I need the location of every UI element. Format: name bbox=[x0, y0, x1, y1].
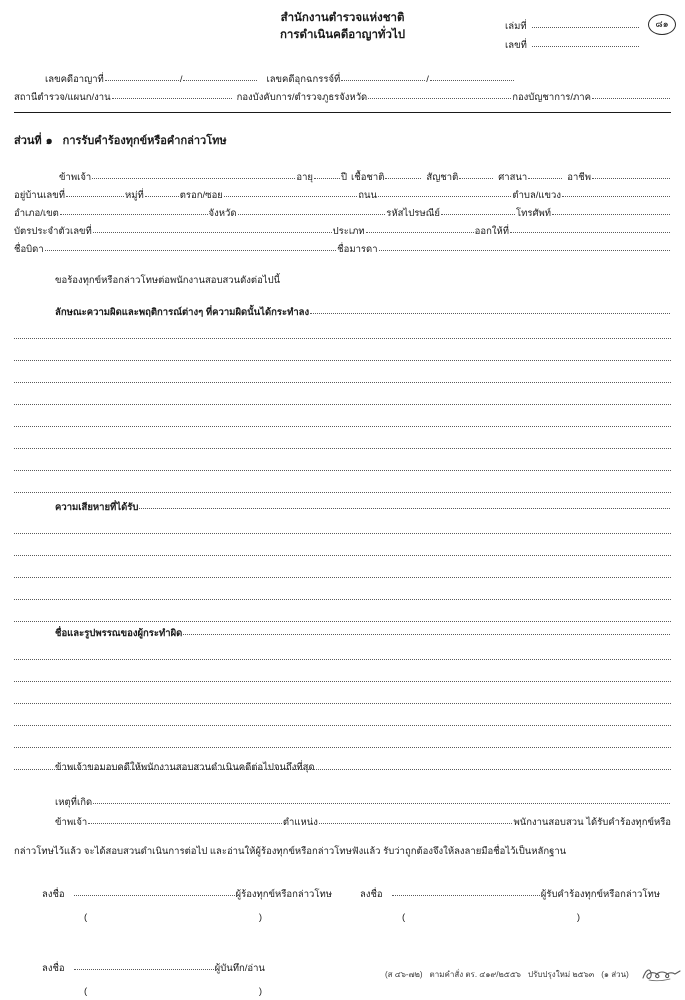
urgent-no-separator: / bbox=[426, 73, 429, 85]
offence-description-block bbox=[14, 296, 671, 493]
investigator-tail-label: พนักงานสอบสวน ได้รับคำร้องทุกข์หรือ bbox=[513, 816, 672, 828]
name-input[interactable] bbox=[92, 178, 295, 179]
mother-name-label: ชื่อมารดา bbox=[337, 243, 378, 255]
signature-row-complainant bbox=[42, 881, 332, 899]
number-row bbox=[505, 31, 640, 50]
officer-row bbox=[14, 807, 671, 827]
case-number-block bbox=[0, 66, 685, 102]
sign-label-receiver: ลงชื่อ bbox=[360, 888, 383, 900]
division-input[interactable] bbox=[368, 98, 511, 99]
ethnicity-input[interactable] bbox=[385, 178, 421, 179]
id-type-input[interactable] bbox=[366, 232, 474, 233]
id-card-no-input[interactable] bbox=[93, 232, 332, 233]
subdistrict-input[interactable] bbox=[562, 196, 670, 197]
close-paren-receiver: ) bbox=[576, 912, 580, 923]
intro-statement: ขอร้องทุกข์หรือกล่าวโทษต่อพนักงานสอบสวนดังต่อไปนี้ bbox=[55, 275, 281, 286]
i-am-label: ข้าพเจ้า bbox=[59, 171, 92, 183]
command-label: กองบัญชาการ/ภาค bbox=[512, 91, 591, 103]
offence-input-line-1[interactable] bbox=[14, 317, 671, 339]
occupation-label: อาชีพ bbox=[567, 171, 591, 183]
road-input[interactable] bbox=[378, 196, 511, 197]
offence-input-line-4[interactable] bbox=[14, 383, 671, 405]
identity-row-parents bbox=[14, 236, 671, 254]
final-paragraph: กล่าวโทษไว้แล้ว จะได้สอบสวนดำเนินการต่อไป และอ่านให้ผู้ร้องทุกข์หรือกล่าวโทษฟังแล้ว รับว่าถูกต้องจึงให้ลงลายมือชื่อไว้เป็นหลักฐาน bbox=[14, 846, 567, 857]
religion-input[interactable] bbox=[528, 178, 562, 179]
father-name-input[interactable] bbox=[45, 250, 336, 251]
alley-label: ตรอก/ซอย bbox=[179, 189, 223, 201]
close-paren-recorder: ) bbox=[258, 986, 262, 997]
nationality-label: สัญชาติ bbox=[426, 171, 459, 183]
number-input[interactable] bbox=[532, 46, 639, 47]
signature-row-recorder bbox=[42, 955, 332, 973]
offender-description-block bbox=[14, 617, 671, 770]
subdistrict-label: ตำบล/แขวง bbox=[512, 189, 562, 201]
ethnicity-label: เชื้อชาติ bbox=[351, 171, 385, 183]
form-footer bbox=[385, 966, 682, 983]
urgent-no-input[interactable] bbox=[341, 80, 425, 81]
form-badge bbox=[648, 14, 676, 35]
volume-label: เล่มที่ bbox=[505, 20, 527, 32]
handwritten-signature-stamp bbox=[640, 966, 682, 983]
identity-row-address bbox=[14, 182, 671, 200]
issued-at-label: ออกให้ที่ bbox=[474, 225, 509, 237]
offender-input-line-0[interactable] bbox=[183, 634, 670, 635]
footer-parts: (๑ ส่วน) bbox=[601, 969, 629, 979]
sign-label-recorder: ลงชื่อ bbox=[42, 962, 65, 974]
issued-at-input[interactable] bbox=[510, 232, 670, 233]
signature-row-receiver bbox=[360, 881, 660, 899]
printed-name-receiver bbox=[360, 913, 592, 923]
case-year-input[interactable] bbox=[183, 80, 257, 81]
receiving-officer-block bbox=[14, 787, 671, 827]
officer-i-am-label: ข้าพเจ้า bbox=[55, 816, 88, 828]
volume-row bbox=[505, 12, 640, 31]
open-paren-recorder: ( bbox=[84, 986, 88, 997]
entrust-statement: ข้าพเจ้าขอมอบคดีให้พนักงานสอบสวนดำเนินคดีต่อไปจนถึงที่สุด bbox=[55, 762, 315, 773]
case-number-row bbox=[0, 66, 685, 84]
signature-input-complainant[interactable] bbox=[74, 895, 235, 896]
signature-role-receiver: ผู้รับคำร้องทุกข์หรือกล่าวโทษ bbox=[540, 888, 660, 900]
offender-input-line-3[interactable] bbox=[14, 682, 671, 704]
province-label: จังหวัด bbox=[208, 207, 237, 219]
damage-heading: ความเสียหายที่ได้รับ bbox=[55, 501, 139, 513]
offence-heading-row bbox=[14, 296, 671, 317]
identity-row-district bbox=[14, 200, 671, 218]
case-no-separator: / bbox=[179, 73, 183, 85]
open-paren-complainant: ( bbox=[84, 912, 88, 923]
damage-block bbox=[14, 491, 671, 622]
footer-revision: ปรับปรุงใหม่ ๒๕๖๓ bbox=[527, 969, 595, 979]
offence-input-line-3[interactable] bbox=[14, 361, 671, 383]
urgent-no-label: เลขคดีอุกฉกรรจ์ที่ bbox=[266, 73, 341, 85]
age-label: อายุ bbox=[296, 171, 313, 183]
phone-label: โทรศัพท์ bbox=[515, 207, 552, 219]
signature-block-recorder bbox=[42, 955, 332, 997]
offence-input-line-7[interactable] bbox=[14, 449, 671, 471]
footer-order-ref: ตามคำสั่ง ตร. ๔๑๙/๒๕๕๖ bbox=[429, 969, 521, 979]
incident-place-input[interactable] bbox=[93, 803, 670, 804]
house-no-input[interactable] bbox=[66, 196, 124, 197]
command-input[interactable] bbox=[592, 98, 670, 99]
offence-input-line-8[interactable] bbox=[14, 471, 671, 493]
offender-input-line-1[interactable] bbox=[14, 638, 671, 660]
moo-label: หมู่ที่ bbox=[124, 189, 144, 201]
officer-position-input[interactable] bbox=[319, 823, 513, 824]
offence-input-line-0[interactable] bbox=[310, 313, 670, 314]
offender-input-line-5[interactable] bbox=[14, 726, 671, 748]
id-type-label: ประเภท bbox=[332, 225, 365, 237]
printed-name-recorder bbox=[42, 987, 274, 997]
damage-input-line-3[interactable] bbox=[14, 556, 671, 578]
form-badge-number: ๘๑ bbox=[655, 18, 669, 30]
sign-label-complainant: ลงชื่อ bbox=[42, 888, 65, 900]
occupation-input[interactable] bbox=[592, 178, 670, 179]
open-paren-receiver: ( bbox=[402, 912, 406, 923]
moo-input[interactable] bbox=[145, 196, 179, 197]
volume-number-block bbox=[505, 12, 640, 50]
case-no-label: เลขคดีอาญาที่ bbox=[45, 73, 104, 85]
district-input[interactable] bbox=[60, 214, 208, 215]
postcode-label: รหัสไปรษณีย์ bbox=[386, 207, 440, 219]
number-label: เลขที่ bbox=[505, 39, 527, 51]
signature-role-complainant: ผู้ร้องทุกข์หรือกล่าวโทษ bbox=[235, 888, 332, 900]
station-row bbox=[0, 84, 685, 102]
damage-heading-row bbox=[14, 491, 671, 512]
religion-label: ศาสนา bbox=[498, 171, 528, 183]
header-divider bbox=[14, 112, 671, 113]
district-label: อำเภอ/เขต bbox=[14, 207, 59, 219]
alley-input[interactable] bbox=[224, 196, 357, 197]
identity-row-name bbox=[14, 164, 671, 182]
id-card-no-label: บัตรประจำตัวเลขที่ bbox=[14, 225, 92, 237]
offender-heading-row bbox=[14, 617, 671, 638]
organization-name: สำนักงานตำรวจแห่งชาติ bbox=[280, 12, 405, 24]
house-no-label: อยู่บ้านเลขที่ bbox=[14, 189, 65, 201]
phone-input[interactable] bbox=[552, 214, 670, 215]
years-label: ปี bbox=[341, 171, 348, 183]
signature-block-receiver bbox=[360, 881, 660, 923]
province-input[interactable] bbox=[238, 214, 386, 215]
offender-input-line-2[interactable] bbox=[14, 660, 671, 682]
section-part-title: การรับคำร้องทุกข์หรือคำกล่าวโทษ bbox=[62, 135, 227, 147]
signature-role-recorder: ผู้บันทึก/อ่าน bbox=[214, 962, 265, 974]
nationality-input[interactable] bbox=[459, 178, 493, 179]
damage-input-line-4[interactable] bbox=[14, 578, 671, 600]
volume-input[interactable] bbox=[532, 27, 639, 28]
officer-position-label: ตำแหน่ง bbox=[282, 816, 318, 828]
offender-heading: ชื่อและรูปพรรณของผู้กระทำผิด bbox=[55, 627, 183, 639]
signature-input-recorder[interactable] bbox=[74, 969, 214, 970]
offence-heading: ลักษณะความผิดและพฤติการณ์ต่างๆ ที่ความผิดนั้นได้กระทำลง bbox=[55, 306, 310, 318]
case-no-input[interactable] bbox=[105, 80, 179, 81]
station-input[interactable] bbox=[112, 98, 232, 99]
offender-input-line-4[interactable] bbox=[14, 704, 671, 726]
damage-input-line-1[interactable] bbox=[14, 512, 671, 534]
printed-name-complainant bbox=[42, 913, 274, 923]
identity-row-idcard bbox=[14, 218, 671, 236]
offence-input-line-2[interactable] bbox=[14, 339, 671, 361]
mother-name-input[interactable] bbox=[379, 250, 670, 251]
offence-input-line-6[interactable] bbox=[14, 427, 671, 449]
station-label: สถานีตำรวจ/แผนก/งาน bbox=[14, 91, 111, 103]
incident-place-row bbox=[14, 787, 671, 807]
officer-name-input[interactable] bbox=[88, 823, 282, 824]
postcode-input[interactable] bbox=[441, 214, 515, 215]
road-label: ถนน bbox=[358, 189, 378, 201]
damage-input-line-0[interactable] bbox=[139, 508, 670, 509]
offence-input-line-5[interactable] bbox=[14, 405, 671, 427]
division-label: กองบังคับการ/ตำรวจภูธรจังหวัด bbox=[236, 91, 368, 103]
document-subtitle: การดำเนินคดีอาญาทั่วไป bbox=[279, 29, 406, 41]
complainant-identity-block bbox=[14, 164, 671, 254]
footer-form-code: (ส ๔๖-๗๒) bbox=[385, 969, 423, 979]
section-heading bbox=[14, 136, 227, 147]
urgent-year-input[interactable] bbox=[430, 80, 514, 81]
incident-place-label: เหตุที่เกิด bbox=[55, 796, 93, 808]
father-name-label: ชื่อบิดา bbox=[14, 243, 44, 255]
signature-input-receiver[interactable] bbox=[392, 895, 540, 896]
close-paren-complainant: ) bbox=[258, 912, 262, 923]
signature-block-complainant bbox=[42, 881, 332, 923]
age-input[interactable] bbox=[314, 178, 340, 179]
damage-input-line-2[interactable] bbox=[14, 534, 671, 556]
section-part-number: ๑ bbox=[45, 135, 53, 147]
section-part-label: ส่วนที่ bbox=[14, 135, 42, 147]
